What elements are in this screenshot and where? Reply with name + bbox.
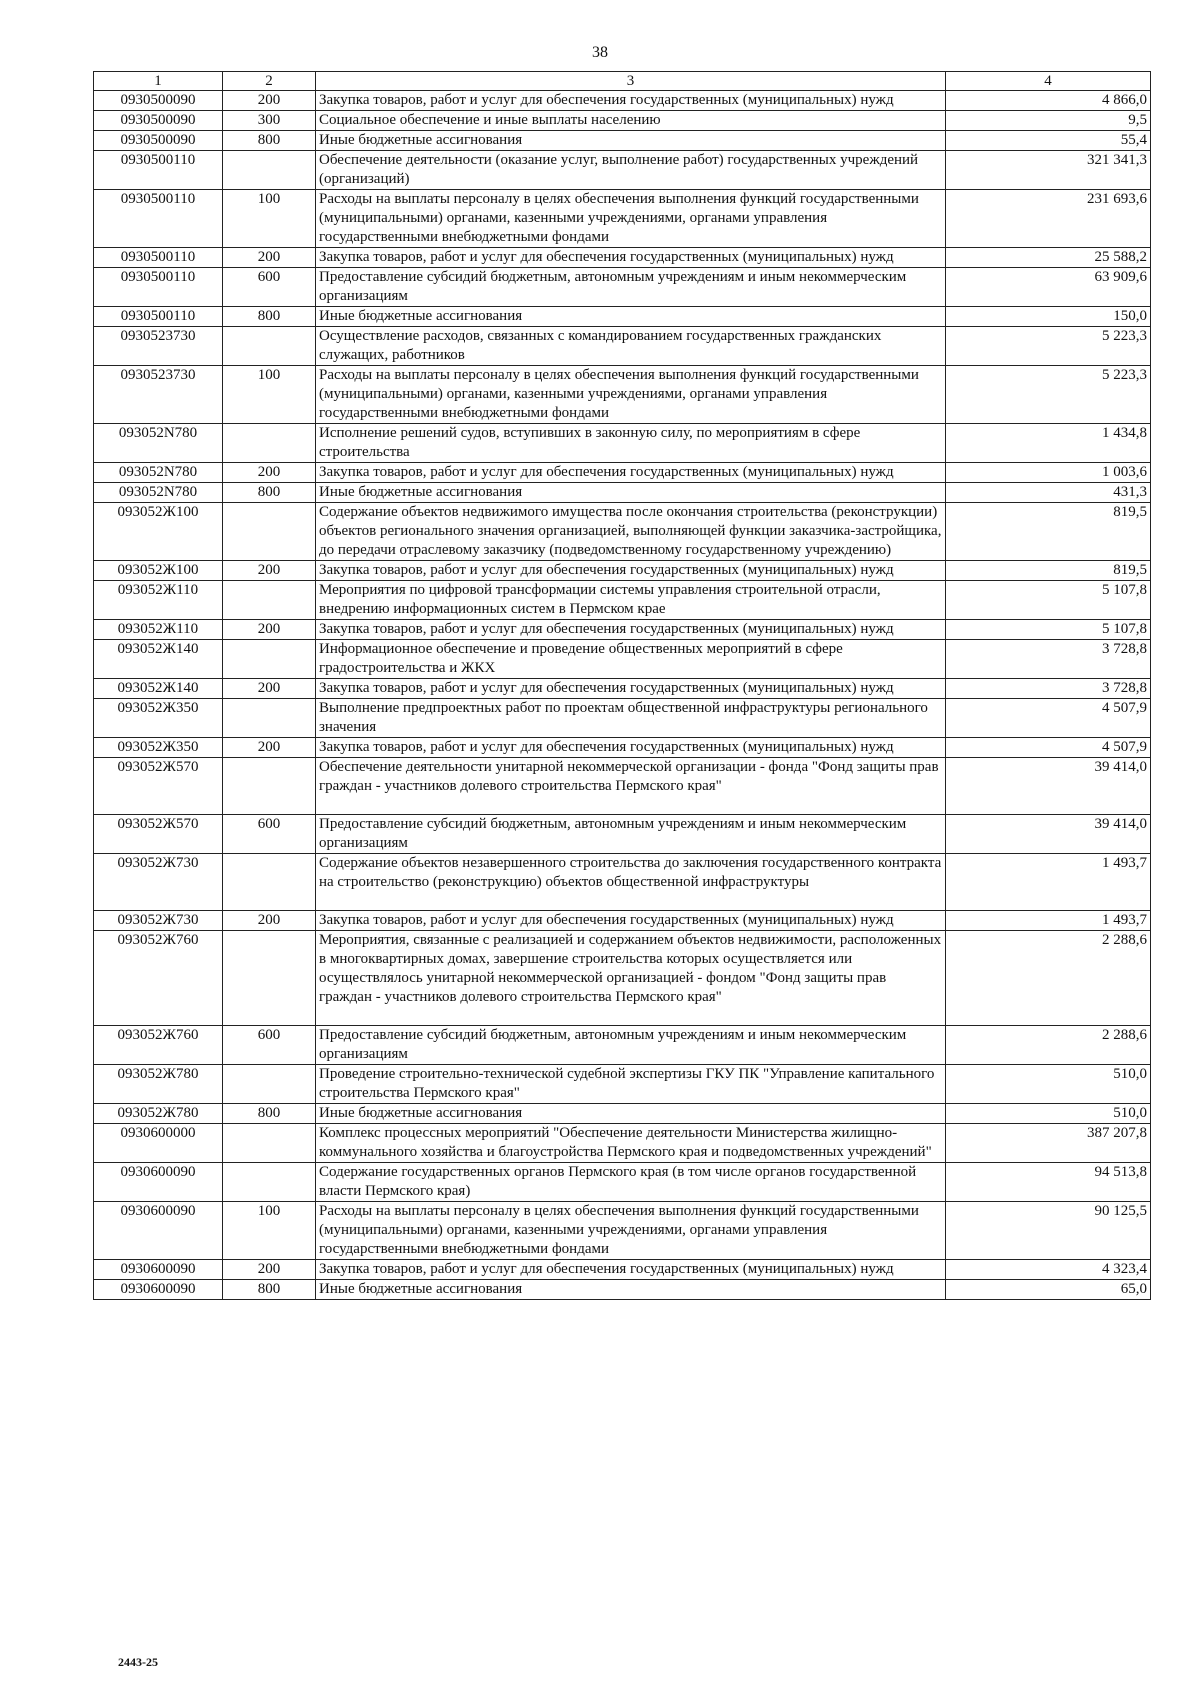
- row-amount-cell: 25 588,2: [946, 248, 1151, 268]
- row-amount-cell: 819,5: [946, 503, 1151, 561]
- row-description-cell: Социальное обеспечение и иные выплаты населению: [316, 111, 946, 131]
- table-row: [94, 1104, 1151, 1124]
- header-row: [94, 72, 1151, 91]
- row-amount-cell: 819,5: [946, 561, 1151, 581]
- row-expense-type-cell: 200: [223, 911, 316, 931]
- row-description-cell: Содержание объектов недвижимого имущества после окончания строительства (реконструкции) объектов регионального значения организацией, выполняющей функции заказчика-застройщика, до передачи отраслевому заказчику (подведомственному государственному учреждению): [316, 503, 946, 561]
- row-code-cell: 093052Ж350: [94, 699, 223, 738]
- row-expense-type-cell: [223, 699, 316, 738]
- row-amount-cell: 9,5: [946, 111, 1151, 131]
- row-description-cell: Иные бюджетные ассигнования: [316, 483, 946, 503]
- row-expense-type-cell: [223, 1163, 316, 1202]
- row-description-cell: Иные бюджетные ассигнования: [316, 1104, 946, 1124]
- row-description-cell: Предоставление субсидий бюджетным, автономным учреждениям и иным некоммерческим организациям: [316, 1026, 946, 1065]
- row-expense-type-cell: 200: [223, 248, 316, 268]
- table-row: [94, 1026, 1151, 1065]
- row-description-cell: Содержание государственных органов Пермского края (в том числе органов государственной власти Пермского края): [316, 1163, 946, 1202]
- row-description-cell: Закупка товаров, работ и услуг для обеспечения государственных (муниципальных) нужд: [316, 679, 946, 699]
- row-description-cell: Закупка товаров, работ и услуг для обеспечения государственных (муниципальных) нужд: [316, 91, 946, 111]
- row-code-cell: 093052Ж570: [94, 815, 223, 854]
- table-row: [94, 620, 1151, 640]
- row-description-cell: Осуществление расходов, связанных с командированием государственных гражданских служащих, работников: [316, 327, 946, 366]
- row-description-cell: Информационное обеспечение и проведение общественных мероприятий в сфере градостроительства и ЖКХ: [316, 640, 946, 679]
- table-row: [94, 561, 1151, 581]
- row-code-cell: 0930500110: [94, 268, 223, 307]
- row-expense-type-cell: 800: [223, 1104, 316, 1124]
- row-code-cell: 093052Ж730: [94, 854, 223, 911]
- row-code-cell: 093052Ж140: [94, 640, 223, 679]
- row-expense-type-cell: 800: [223, 131, 316, 151]
- row-amount-cell: 63 909,6: [946, 268, 1151, 307]
- row-expense-type-cell: 100: [223, 190, 316, 248]
- row-description-cell: Закупка товаров, работ и услуг для обеспечения государственных (муниципальных) нужд: [316, 911, 946, 931]
- page-number: 38: [592, 44, 608, 61]
- budget-table: [93, 71, 1151, 1300]
- row-description-cell: Мероприятия, связанные с реализацией и содержанием объектов недвижимости, расположенных в многоквартирных домах, завершение строительства которых осуществляется или осуществлялось унитарной некоммерческой организацией - фондом "Фонд защиты прав граждан - участников долевого строительства Пермского края": [316, 931, 946, 1026]
- row-expense-type-cell: 600: [223, 1026, 316, 1065]
- row-expense-type-cell: [223, 640, 316, 679]
- row-code-cell: 093052Ж350: [94, 738, 223, 758]
- row-code-cell: 0930600090: [94, 1163, 223, 1202]
- row-expense-type-cell: 100: [223, 366, 316, 424]
- row-amount-cell: 5 223,3: [946, 327, 1151, 366]
- row-code-cell: 093052Ж100: [94, 503, 223, 561]
- row-expense-type-cell: 200: [223, 463, 316, 483]
- table-row: [94, 483, 1151, 503]
- table-body: [94, 91, 1151, 1300]
- table-row: [94, 503, 1151, 561]
- row-code-cell: 093052Ж570: [94, 758, 223, 815]
- row-expense-type-cell: [223, 854, 316, 911]
- row-description-cell: Иные бюджетные ассигнования: [316, 307, 946, 327]
- row-expense-type-cell: 200: [223, 620, 316, 640]
- row-code-cell: 093052Ж730: [94, 911, 223, 931]
- row-amount-cell: 90 125,5: [946, 1202, 1151, 1260]
- table-row: [94, 190, 1151, 248]
- row-amount-cell: 2 288,6: [946, 1026, 1151, 1065]
- table-row: [94, 679, 1151, 699]
- row-amount-cell: 510,0: [946, 1065, 1151, 1104]
- table-row: [94, 327, 1151, 366]
- row-amount-cell: 4 323,4: [946, 1260, 1151, 1280]
- column-header-2: 2: [223, 72, 316, 91]
- row-expense-type-cell: 200: [223, 561, 316, 581]
- row-code-cell: 093052Ж780: [94, 1104, 223, 1124]
- row-code-cell: 0930600090: [94, 1202, 223, 1260]
- row-description-cell: Выполнение предпроектных работ по проектам общественной инфраструктуры регионального значения: [316, 699, 946, 738]
- table-row: [94, 911, 1151, 931]
- row-amount-cell: 1 493,7: [946, 854, 1151, 911]
- table-row: [94, 1163, 1151, 1202]
- table-row: [94, 581, 1151, 620]
- row-amount-cell: 5 223,3: [946, 366, 1151, 424]
- row-amount-cell: 3 728,8: [946, 640, 1151, 679]
- row-description-cell: Предоставление субсидий бюджетным, автономным учреждениям и иным некоммерческим организациям: [316, 268, 946, 307]
- row-code-cell: 0930600000: [94, 1124, 223, 1163]
- row-amount-cell: 39 414,0: [946, 815, 1151, 854]
- row-amount-cell: 1 434,8: [946, 424, 1151, 463]
- table-row: [94, 854, 1151, 911]
- table-row: [94, 738, 1151, 758]
- row-amount-cell: 39 414,0: [946, 758, 1151, 815]
- table-row: [94, 1280, 1151, 1300]
- table-row: [94, 463, 1151, 483]
- row-description-cell: Обеспечение деятельности (оказание услуг, выполнение работ) государственных учреждений (организаций): [316, 151, 946, 190]
- table-row: [94, 1065, 1151, 1104]
- row-amount-cell: 2 288,6: [946, 931, 1151, 1026]
- row-code-cell: 0930500110: [94, 151, 223, 190]
- row-code-cell: 0930500090: [94, 91, 223, 111]
- table-row: [94, 931, 1151, 1026]
- row-code-cell: 093052Ж760: [94, 1026, 223, 1065]
- row-expense-type-cell: [223, 1065, 316, 1104]
- row-description-cell: Иные бюджетные ассигнования: [316, 131, 946, 151]
- row-expense-type-cell: 600: [223, 815, 316, 854]
- row-code-cell: 093052Ж110: [94, 581, 223, 620]
- row-code-cell: 093052N780: [94, 424, 223, 463]
- row-description-cell: Закупка товаров, работ и услуг для обеспечения государственных (муниципальных) нужд: [316, 620, 946, 640]
- row-amount-cell: 94 513,8: [946, 1163, 1151, 1202]
- row-expense-type-cell: 600: [223, 268, 316, 307]
- row-expense-type-cell: [223, 581, 316, 620]
- row-expense-type-cell: 200: [223, 738, 316, 758]
- row-code-cell: 0930600090: [94, 1280, 223, 1300]
- row-amount-cell: 65,0: [946, 1280, 1151, 1300]
- row-expense-type-cell: [223, 424, 316, 463]
- row-expense-type-cell: [223, 503, 316, 561]
- column-header-3: 3: [316, 72, 946, 91]
- table-row: [94, 151, 1151, 190]
- row-expense-type-cell: [223, 758, 316, 815]
- table-row: [94, 248, 1151, 268]
- row-expense-type-cell: 200: [223, 91, 316, 111]
- row-expense-type-cell: [223, 931, 316, 1026]
- table-row: [94, 640, 1151, 679]
- row-expense-type-cell: 800: [223, 483, 316, 503]
- row-description-cell: Закупка товаров, работ и услуг для обеспечения государственных (муниципальных) нужд: [316, 1260, 946, 1280]
- row-expense-type-cell: [223, 327, 316, 366]
- row-code-cell: 0930523730: [94, 327, 223, 366]
- row-description-cell: Исполнение решений судов, вступивших в законную силу, по мероприятиям в сфере строительства: [316, 424, 946, 463]
- table-row: [94, 131, 1151, 151]
- row-code-cell: 093052Ж110: [94, 620, 223, 640]
- row-amount-cell: 321 341,3: [946, 151, 1151, 190]
- table-row: [94, 699, 1151, 738]
- table-row: [94, 424, 1151, 463]
- row-code-cell: 0930600090: [94, 1260, 223, 1280]
- table-row: [94, 91, 1151, 111]
- row-expense-type-cell: 300: [223, 111, 316, 131]
- row-description-cell: Комплекс процессных мероприятий "Обеспечение деятельности Министерства жилищно-коммунального хозяйства и благоустройства Пермского края и подведомственных учреждений": [316, 1124, 946, 1163]
- row-amount-cell: 431,3: [946, 483, 1151, 503]
- row-expense-type-cell: 200: [223, 1260, 316, 1280]
- table-row: [94, 815, 1151, 854]
- row-code-cell: 0930523730: [94, 366, 223, 424]
- row-description-cell: Расходы на выплаты персоналу в целях обеспечения выполнения функций государственными (муниципальными) органами, казенными учреждениями, органами управления государственными внебюджетными фондами: [316, 190, 946, 248]
- document-code: 2443-25: [118, 1655, 158, 1669]
- column-header-1: 1: [94, 72, 223, 91]
- row-amount-cell: 3 728,8: [946, 679, 1151, 699]
- row-expense-type-cell: 200: [223, 679, 316, 699]
- row-code-cell: 0930500110: [94, 307, 223, 327]
- row-description-cell: Иные бюджетные ассигнования: [316, 1280, 946, 1300]
- row-description-cell: Закупка товаров, работ и услуг для обеспечения государственных (муниципальных) нужд: [316, 248, 946, 268]
- row-description-cell: Закупка товаров, работ и услуг для обеспечения государственных (муниципальных) нужд: [316, 561, 946, 581]
- table-header: [94, 72, 1151, 91]
- row-amount-cell: 4 866,0: [946, 91, 1151, 111]
- row-code-cell: 093052Ж100: [94, 561, 223, 581]
- table-row: [94, 1202, 1151, 1260]
- table-row: [94, 268, 1151, 307]
- row-amount-cell: 1 003,6: [946, 463, 1151, 483]
- row-expense-type-cell: [223, 1124, 316, 1163]
- row-expense-type-cell: 800: [223, 1280, 316, 1300]
- row-amount-cell: 231 693,6: [946, 190, 1151, 248]
- row-code-cell: 093052N780: [94, 463, 223, 483]
- row-code-cell: 093052Ж140: [94, 679, 223, 699]
- row-expense-type-cell: [223, 151, 316, 190]
- row-amount-cell: 55,4: [946, 131, 1151, 151]
- row-code-cell: 093052Ж780: [94, 1065, 223, 1104]
- table-row: [94, 366, 1151, 424]
- table-row: [94, 758, 1151, 815]
- row-amount-cell: 150,0: [946, 307, 1151, 327]
- row-code-cell: 0930500090: [94, 111, 223, 131]
- row-code-cell: 0930500110: [94, 190, 223, 248]
- table-row: [94, 1260, 1151, 1280]
- table-row: [94, 111, 1151, 131]
- column-header-4: 4: [946, 72, 1151, 91]
- row-description-cell: Расходы на выплаты персоналу в целях обеспечения выполнения функций государственными (муниципальными) органами, казенными учреждениями, органами управления государственными внебюджетными фондами: [316, 1202, 946, 1260]
- row-expense-type-cell: 800: [223, 307, 316, 327]
- row-description-cell: Закупка товаров, работ и услуг для обеспечения государственных (муниципальных) нужд: [316, 738, 946, 758]
- table-row: [94, 307, 1151, 327]
- row-amount-cell: 4 507,9: [946, 699, 1151, 738]
- row-code-cell: 0930500090: [94, 131, 223, 151]
- row-description-cell: Закупка товаров, работ и услуг для обеспечения государственных (муниципальных) нужд: [316, 463, 946, 483]
- row-description-cell: Содержание объектов незавершенного строительства до заключения государственного контракта на строительство (реконструкцию) объектов общественной инфраструктуры: [316, 854, 946, 911]
- row-amount-cell: 387 207,8: [946, 1124, 1151, 1163]
- row-expense-type-cell: 100: [223, 1202, 316, 1260]
- row-code-cell: 093052Ж760: [94, 931, 223, 1026]
- row-amount-cell: 510,0: [946, 1104, 1151, 1124]
- table-row: [94, 1124, 1151, 1163]
- row-code-cell: 093052N780: [94, 483, 223, 503]
- row-amount-cell: 1 493,7: [946, 911, 1151, 931]
- row-description-cell: Расходы на выплаты персоналу в целях обеспечения выполнения функций государственными (муниципальными) органами, казенными учреждениями, органами управления государственными внебюджетными фондами: [316, 366, 946, 424]
- row-description-cell: Проведение строительно-технической судебной экспертизы ГКУ ПК "Управление капитального строительства Пермского края": [316, 1065, 946, 1104]
- row-description-cell: Предоставление субсидий бюджетным, автономным учреждениям и иным некоммерческим организациям: [316, 815, 946, 854]
- row-amount-cell: 5 107,8: [946, 581, 1151, 620]
- row-code-cell: 0930500110: [94, 248, 223, 268]
- row-amount-cell: 4 507,9: [946, 738, 1151, 758]
- row-amount-cell: 5 107,8: [946, 620, 1151, 640]
- row-description-cell: Обеспечение деятельности унитарной некоммерческой организации - фонда "Фонд защиты прав граждан - участников долевого строительства Пермского края": [316, 758, 946, 815]
- row-description-cell: Мероприятия по цифровой трансформации системы управления строительной отрасли, внедрению информационных систем в Пермском крае: [316, 581, 946, 620]
